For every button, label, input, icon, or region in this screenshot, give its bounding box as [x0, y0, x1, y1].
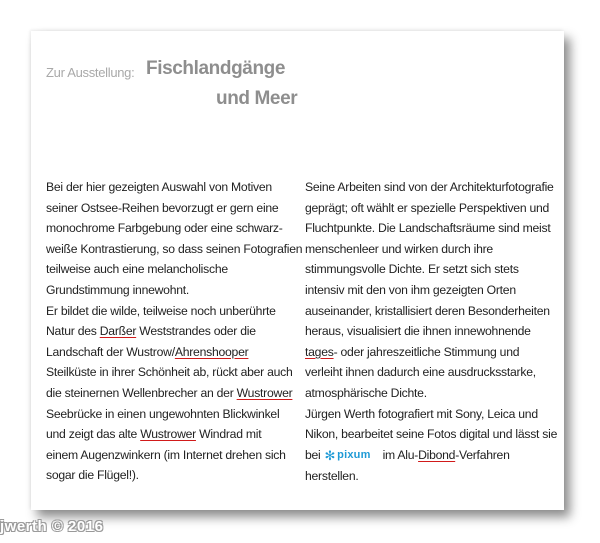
text-line: atmosphärische Dichte. — [305, 385, 427, 400]
spellcheck-word: Darßer — [99, 324, 137, 339]
spellcheck-word: Wustrower — [140, 427, 196, 442]
text-segment: Windrad mit — [195, 427, 262, 442]
text-segment: - oder jahreszeitliche Stimmung und — [333, 344, 520, 359]
text-line: menschenleer und wirken durch ihre — [305, 241, 493, 256]
copyright-watermark: jwerth © 2016 — [0, 518, 104, 535]
text-line: einem Augenzwinkern (im Internet drehen sich — [46, 447, 286, 462]
text-line — [305, 445, 545, 466]
page-title-line2: und Meer — [216, 88, 298, 109]
text-line — [46, 383, 293, 404]
text-line: Grundstimmung innewohnt. — [46, 282, 190, 297]
text-line — [46, 424, 286, 445]
spellcheck-word: tages — [305, 344, 334, 359]
text-segment: -Verfahren — [455, 447, 510, 462]
text-line: monochrome Farbgebung oder eine schwarz- — [46, 221, 283, 236]
spellcheck-word: Ahrenshooper — [174, 344, 249, 359]
text-line: teilweise auch eine melancholische — [46, 262, 228, 277]
text-segment: und zeigt das alte — [46, 427, 141, 442]
text-segment: die steinernen Wellenbrecher an der — [46, 385, 237, 400]
document-page — [31, 31, 564, 510]
text-line: intensiv mit den von ihm gezeigten Orten — [305, 282, 516, 297]
text-line: weiße Kontrastierung, so dass seinen Fotografien — [46, 241, 303, 256]
text-line — [46, 321, 286, 342]
spellcheck-word: Dibond — [418, 447, 456, 462]
text-segment: im Alu- — [382, 447, 419, 462]
text-line: verleiht ihnen dadurch eine ausdrucksstarke, — [305, 365, 536, 380]
left-text-column — [46, 177, 303, 486]
text-line: heraus, visualisiert die ihnen innewohnende — [305, 324, 531, 339]
text-line: geprägt; oft wählt er spezielle Perspektiven und — [305, 200, 550, 215]
text-line: Steilküste in ihrer Schönheit ab, rückt aber auch — [46, 365, 293, 380]
text-segment: Natur des — [46, 324, 100, 339]
heading-intro: Zur Ausstellung: — [46, 65, 135, 80]
pixum-logo — [325, 445, 371, 466]
text-segment: Weststrandes oder die — [136, 324, 256, 339]
text-line: Er bildet die wilde, teilweise noch unberührte — [46, 303, 276, 318]
text-segment: bei — [305, 447, 321, 462]
text-line: Fluchtpunkte. Die Landschaftsräume sind meist — [305, 221, 551, 236]
text-line: Jürgen Werth fotografiert mit Sony, Leica und — [305, 406, 538, 421]
text-line: seiner Ostsee-Reihen bevorzugt er gern eine — [46, 200, 279, 215]
text-line: Seine Arbeiten sind von der Architekturfotografie — [305, 180, 554, 194]
pixum-logo-text: pixum — [337, 449, 371, 462]
text-line — [305, 342, 545, 363]
text-line: herstellen. — [305, 468, 359, 483]
page-title-line1: Fischlandgänge — [146, 58, 286, 79]
text-line: Seebrücke in einen ungewohnten Blickwinkel — [46, 406, 280, 421]
text-line: auseinander, kristallisiert deren Besonderheiten — [305, 303, 550, 318]
right-text-column — [305, 177, 558, 486]
text-line: stimmungsvolle Dichte. Er setzt sich stets — [305, 262, 519, 277]
spellcheck-word: Wustrower — [236, 385, 293, 400]
text-line: Bei der hier gezeigten Auswahl von Motiven — [46, 180, 272, 194]
text-line — [46, 342, 286, 363]
snowflake-icon: ✻ — [324, 448, 336, 463]
text-segment: Landschaft der Wustrow/ — [46, 344, 175, 359]
text-line: Nikon, bearbeitet seine Fotos digital und lässt sie — [305, 427, 558, 442]
text-line: sogar die Flügel!). — [46, 468, 139, 483]
